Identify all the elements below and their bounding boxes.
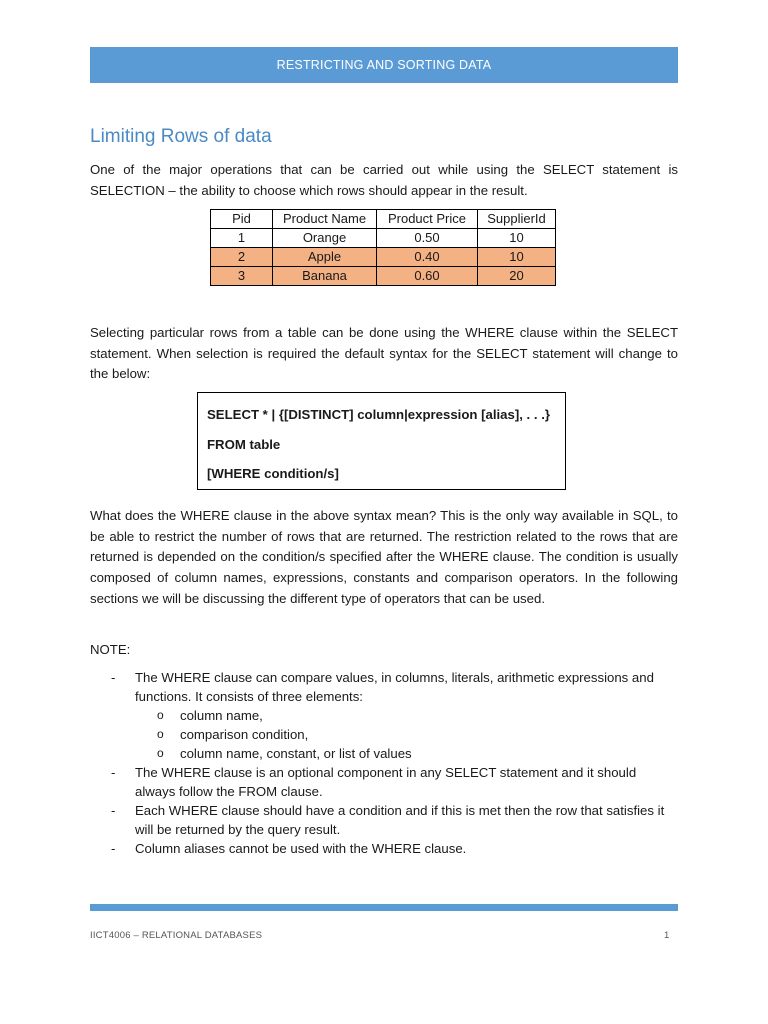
- sub-item-text: column name,: [180, 708, 263, 723]
- list-item-text: Each WHERE clause should have a condition and if this is met then the row that satisfies it will be returned by the query result.: [135, 803, 665, 837]
- table-cell: Apple: [273, 248, 377, 267]
- circle-bullet-icon: o: [157, 708, 164, 722]
- dash-bullet: -: [111, 841, 116, 856]
- page-header-bar: [90, 47, 678, 83]
- syntax-line-from: FROM table: [207, 436, 281, 452]
- where-explanation-paragraph: What does the WHERE clause in the above syntax mean? This is the only way available in SQL, to be able to restrict the number of rows that are returned. The restriction related to the rows that are returned is depended on the condition/s specified after the WHERE clause. The condition is usually composed of column names, expressions, constants and comparison operators. In the following sections we will be discussing the different type of operators that can be used.: [90, 508, 678, 606]
- syntax-line-where: [WHERE condition/s]: [207, 466, 339, 481]
- section-title: Limiting Rows of data: [90, 126, 272, 147]
- column-header-product-price: Product Price: [377, 210, 478, 229]
- sub-item-text: comparison condition,: [180, 727, 309, 742]
- note-list: [90, 668, 678, 858]
- sub-list-item: [90, 744, 678, 763]
- list-item-text: The WHERE clause is an optional component in any SELECT statement and it should always follow the FROM clause.: [135, 765, 637, 799]
- table-cell: Banana: [273, 267, 377, 286]
- table-cell: 3: [211, 267, 273, 286]
- dash-bullet: -: [111, 803, 116, 818]
- syntax-box: [197, 392, 566, 490]
- column-header-supplier-id: SupplierId: [478, 210, 556, 229]
- intro-paragraph: One of the major operations that can be carried out while using the SELECT statement is SELECTION – the ability to choose which rows should appear in the result.: [90, 162, 678, 198]
- dash-bullet: -: [111, 670, 116, 685]
- column-header-product-name: Product Name: [273, 210, 377, 229]
- table-cell: 0.60: [377, 267, 478, 286]
- table-cell: 10: [478, 248, 556, 267]
- footer-course-label: IICT4006 – RELATIONAL DATABASES: [90, 930, 263, 941]
- footer-divider: [90, 904, 678, 911]
- page-number: 1: [664, 930, 670, 941]
- table-cell: 1: [211, 229, 273, 248]
- list-item: [90, 763, 678, 801]
- sub-list-item: [90, 706, 678, 725]
- header-title: RESTRICTING AND SORTING DATA: [276, 58, 492, 72]
- table-cell: 2: [211, 248, 273, 267]
- table-header-row: [211, 210, 556, 229]
- dash-bullet: -: [111, 765, 116, 780]
- list-item-text: The WHERE clause can compare values, in columns, literals, arithmetic expressions and functions. It consists of three elements:: [135, 670, 654, 704]
- table-cell: 0.40: [377, 248, 478, 267]
- table-cell: 0.50: [377, 229, 478, 248]
- list-item: [90, 668, 678, 706]
- table-cell: Orange: [273, 229, 377, 248]
- sub-item-text: column name, constant, or list of values: [180, 746, 412, 761]
- table-row: [211, 229, 556, 248]
- circle-bullet-icon: o: [157, 746, 164, 760]
- products-table: [210, 209, 556, 286]
- column-header-pid: Pid: [211, 210, 273, 229]
- syntax-line-select: SELECT * | {[DISTINCT] column|expression [alias], . . .}: [207, 407, 550, 422]
- sub-list-item: [90, 725, 678, 744]
- list-item: [90, 801, 678, 839]
- note-label: NOTE:: [90, 642, 131, 657]
- table-row-highlighted: [211, 267, 556, 286]
- table-cell: 20: [478, 267, 556, 286]
- list-item-text: Column aliases cannot be used with the WHERE clause.: [135, 841, 467, 856]
- circle-bullet-icon: o: [157, 727, 164, 741]
- list-item: [90, 839, 678, 858]
- table-row-highlighted: [211, 248, 556, 267]
- selection-paragraph: Selecting particular rows from a table can be done using the WHERE clause within the SELECT statement. When selection is required the default syntax for the SELECT statement will change to the below:: [90, 325, 678, 382]
- table-cell: 10: [478, 229, 556, 248]
